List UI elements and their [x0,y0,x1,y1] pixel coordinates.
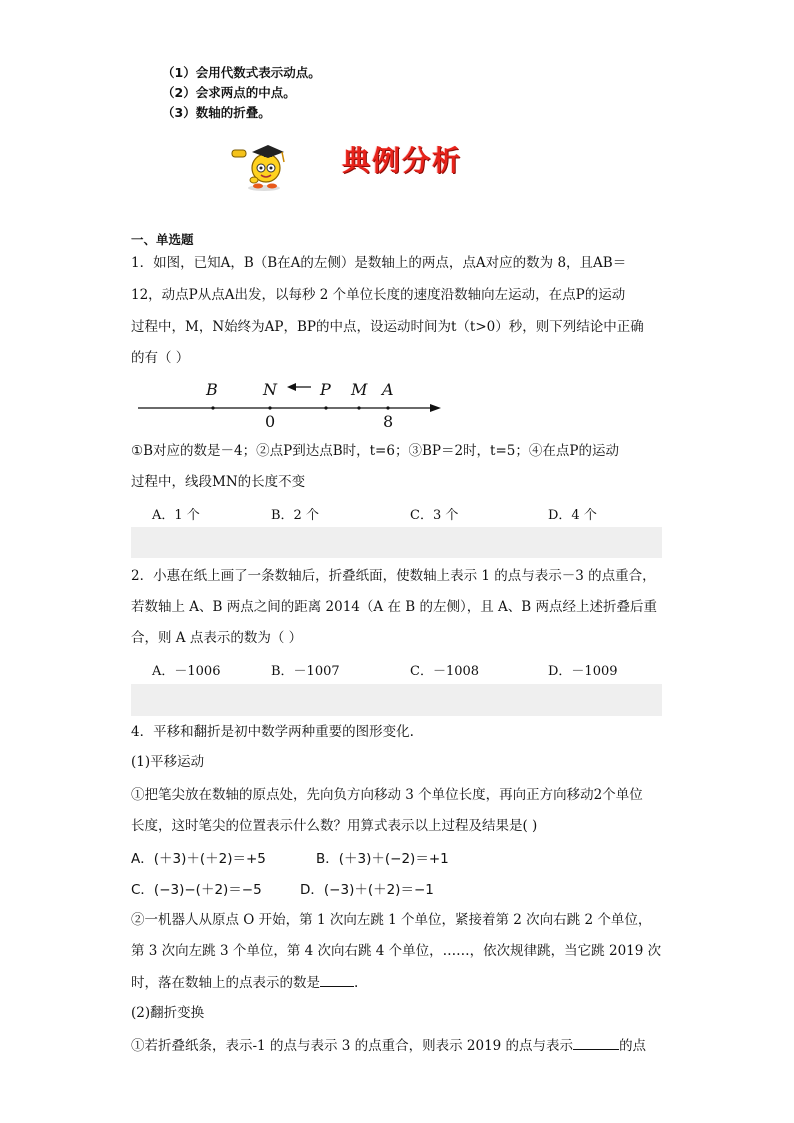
tick-label-8: 8 [383,412,394,431]
objective-2: （2）会求两点的中点。 [162,85,296,100]
q4-option-a: A．(＋3)＋(＋2)＝+5 [131,851,266,867]
q1-statement-2: 过程中，线段MN的长度不变 [131,474,306,490]
point-label-a: A [382,380,394,399]
number-line-arrowhead [430,404,441,412]
q1-line-1: 1．如图，已知A，B（B在A的左侧）是数轴上的两点，点A对应的数为 8，且AB＝ [131,255,627,271]
tick-A [386,406,389,409]
q1-option-a: A．1 个 [152,508,200,523]
q4-sub2-answer-blank[interactable] [320,972,354,987]
q4-sub2-line-1: ②一机器人从原点 O 开始，第 1 次向左跳 1 个单位，紧接着第 2 次向右跳 2 个单位， [131,912,652,928]
number-line-svg [135,377,445,432]
point-label-b: B [206,380,218,399]
tick-N [268,406,271,409]
q1-statement-1: ①B对应的数是－4；②点P到达点B时，t=6；③BP＝2时，t=5；④在点P的运动 [131,443,619,459]
q4-sub1-line-2: 长度，这时笔尖的位置表示什么数？用算式表示以上过程及结果是( ) [131,818,538,834]
section-title: 一、单选题 [131,232,194,247]
q4-option-d: D．(−3)＋(＋2)＝−1 [300,882,434,898]
q2-option-d: D．－1009 [548,664,618,679]
q1-line-4: 的有（ ） [131,350,190,366]
q1-option-c: C．3 个 [410,508,459,523]
q1-line-2: 12，动点P从点A出发，以每秒 2 个单位长度的速度沿数轴向左运动，在点P的运动 [131,287,626,303]
point-label-p: P [320,380,331,399]
q4-sub2-period: . [354,975,359,991]
q2-option-c: C．－1008 [410,664,480,679]
q4-sub3-answer-blank[interactable] [573,1035,619,1050]
objective-1: （1）会用代数式表示动点。 [162,65,321,80]
q1-line-3: 过程中，M，N始终为AP，BP的中点，设运动时间为t（t>0）秒，则下列结论中正确 [131,319,644,335]
q2-line-1: 2．小惠在纸上画了一条数轴后，折叠纸面，使数轴上表示 1 的点与表示－3 的点重合， [131,568,656,584]
q4-intro: 4．平移和翻折是初中数学两种重要的图形变化. [131,724,414,740]
q4-sub1-line-1: ①把笔尖放在数轴的原点处，先向负方向移动 3 个单位长度，再向正方向移动2个单位 [131,787,643,803]
q4-sub3-tail: 的点 [619,1038,647,1054]
q2-option-b: B．－1007 [271,664,340,679]
q4-sub2-line-2: 第 3 次向左跳 3 个单位，第 4 次向右跳 4 个单位，……，依次规律跳，当它跳 2019 次 [131,943,662,959]
objective-3: （3）数轴的折叠。 [162,105,271,120]
q4-sub3-text: ①若折叠纸条，表示-1 的点与表示 3 的点重合，则表示 2019 的点与表示 [131,1038,574,1054]
q4-part1-title: (1)平移运动 [131,754,205,770]
q1-option-d: D．4 个 [548,508,597,523]
q4-option-c: C．(−3)−(＋2)＝−5 [131,882,262,898]
q1-answer-area [131,527,662,558]
graduation-cap-mascot-icon [228,140,294,192]
tick-P [324,406,327,409]
q4-sub3-line-1 [131,1035,646,1056]
q2-option-a: A．－1006 [152,664,221,679]
q2-line-3: 合，则 A 点表示的数为（ ） [131,630,303,646]
banner-title: 典例分析 [342,144,463,177]
point-label-m: M [351,380,368,399]
tick-label-0: 0 [265,412,276,431]
point-label-n: N [263,380,277,399]
q4-sub2-text: 时，落在数轴上的点表示的数是 [131,975,320,991]
tick-M [357,406,360,409]
q2-answer-area [131,684,662,716]
q2-line-2: 若数轴上 A、B 两点之间的距离 2014（A 在 B 的左侧），且 A、B 两点经上述折叠后重 [131,599,657,615]
q4-option-b: B．(＋3)＋(−2)＝+1 [316,851,449,867]
q4-part2-title: (2)翻折变换 [131,1005,205,1021]
tick-B [211,406,214,409]
q4-sub2-line-3 [131,972,358,993]
q1-option-b: B．2 个 [271,508,319,523]
motion-arrowhead [287,383,296,391]
number-line-figure [135,377,445,432]
